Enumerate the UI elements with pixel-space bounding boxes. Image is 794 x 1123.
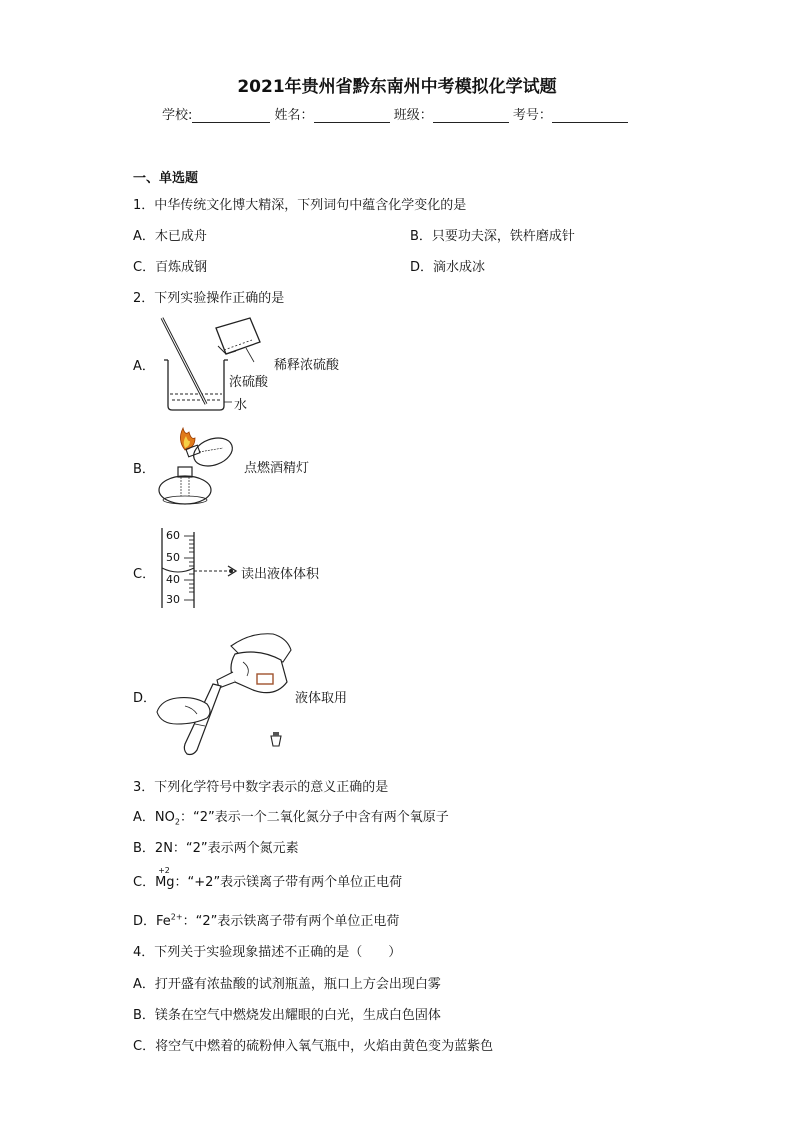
- q3-c-valence: +2: [158, 866, 170, 875]
- liquid-pouring-illustration: [155, 628, 295, 758]
- q3-option-b: B．2N：“2”表示两个氮元素: [133, 841, 299, 856]
- q4-option-a: A．打开盛有浓盐酸的试剂瓶盖，瓶口上方会出现白雾: [133, 977, 441, 992]
- q3-a-formula: A．NO: [133, 810, 175, 825]
- name-blank[interactable]: [314, 108, 390, 123]
- section-heading: 一、单选题: [133, 171, 199, 186]
- q3-d-text: ：“2”表示铁离子带有两个单位正电荷: [182, 914, 400, 929]
- water-caption: 水: [234, 398, 248, 413]
- dilute-acid-illustration: [160, 314, 270, 414]
- q4-option-c: C．将空气中燃着的硫粉伸入氧气瓶中，火焰由黄色变为蓝紫色: [133, 1039, 494, 1054]
- tick-40: 40: [166, 573, 180, 586]
- q4-option-b: B．镁条在空气中燃烧发出耀眼的白光，生成白色固体: [133, 1008, 441, 1023]
- q3-c-label: C．: [133, 875, 156, 890]
- lamp-caption: 点燃酒精灯: [244, 461, 310, 476]
- q3-option-c: [133, 866, 403, 890]
- school-label: 学校:: [162, 108, 193, 123]
- pouring-caption: 液体取用: [295, 691, 348, 706]
- q1-option-a: A．木已成舟: [133, 229, 207, 244]
- q3-stem: 3．下列化学符号中数字表示的意义正确的是: [133, 780, 389, 795]
- q3-d-charge: 2+: [170, 912, 183, 922]
- conc-acid-caption: 浓硫酸: [229, 375, 269, 390]
- class-label: 班级：: [393, 108, 433, 123]
- q2-stem: 2．下列实验操作正确的是: [133, 291, 285, 306]
- cylinder-caption: 读出液体体积: [241, 567, 320, 582]
- q2-option-a-label: A．: [133, 359, 155, 374]
- q2-option-b-label: B．: [133, 462, 155, 477]
- q3-c-symbol: Mg: [155, 875, 175, 890]
- name-label: 姓名：: [274, 108, 314, 123]
- tick-60: 60: [166, 529, 180, 542]
- page-title: 2021年贵州省黔东南州中考模拟化学试题: [237, 77, 557, 97]
- tick-50: 50: [166, 551, 180, 564]
- q3-option-a: [133, 806, 449, 827]
- alcohol-lamp-illustration: [155, 422, 245, 510]
- tick-30: 30: [166, 593, 180, 606]
- number-blank[interactable]: [552, 108, 628, 123]
- number-label: 考号：: [512, 108, 552, 123]
- q3-option-d: [133, 910, 399, 929]
- q4-stem: 4．下列关于实验现象描述不正确的是（ ）: [133, 945, 402, 960]
- q3-d-formula: D．Fe: [133, 914, 171, 929]
- q3-a-text: ：“2”表示一个二氧化氮分子中含有两个氧原子: [179, 810, 449, 825]
- q1-option-b: B．只要功夫深，铁杵磨成针: [410, 229, 575, 244]
- q2-option-c-label: C．: [133, 567, 156, 582]
- school-blank[interactable]: [192, 108, 270, 123]
- q2-option-d-label: D．: [133, 691, 157, 706]
- student-info-line: [162, 104, 628, 123]
- q3-c-text: ：“+2”表示镁离子带有两个单位正电荷: [174, 875, 403, 890]
- q3-a-subscript: 2: [174, 817, 180, 827]
- dilute-acid-caption: 稀释浓硫酸: [274, 358, 340, 373]
- q1-option-c: C．百炼成钢: [133, 260, 208, 275]
- q1-option-d: D．滴水成冰: [410, 260, 486, 275]
- q1-stem: 1．中华传统文化博大精深，下列词句中蕴含化学变化的是: [133, 198, 467, 213]
- class-blank[interactable]: [433, 108, 509, 123]
